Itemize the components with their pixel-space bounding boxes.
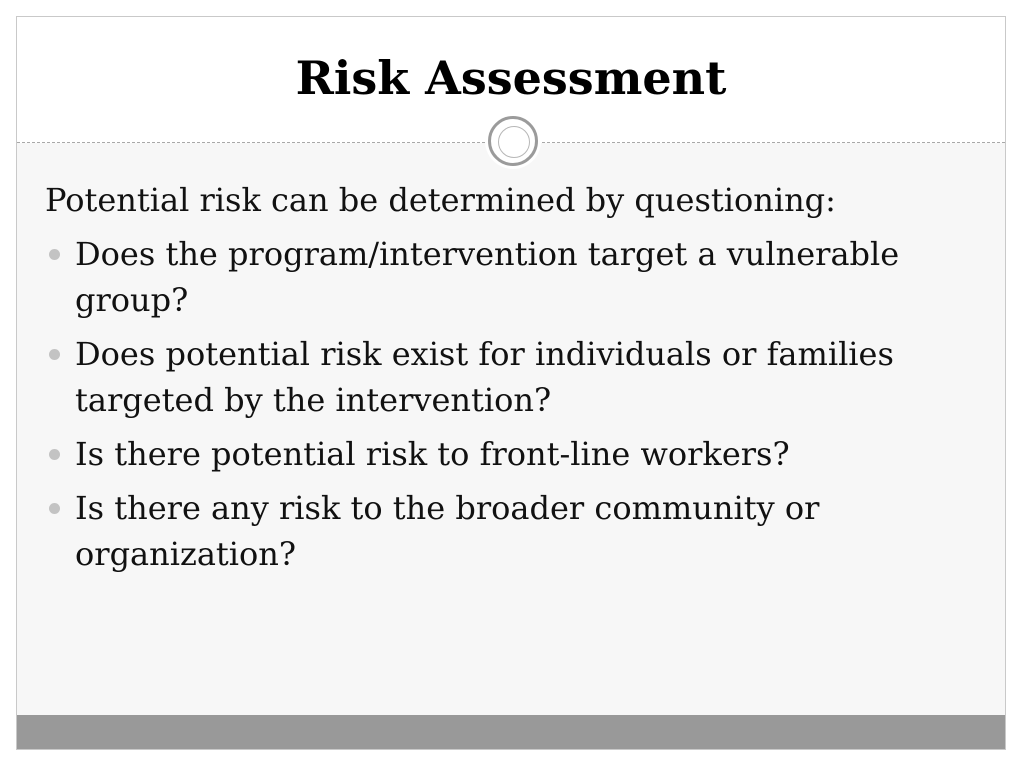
- bullet-icon: [49, 349, 60, 360]
- ornament-outer-ring: [488, 116, 538, 166]
- bullet-text: Does the program/intervention target a vulnerable group?: [75, 235, 900, 319]
- list-item: [45, 431, 975, 477]
- ornament-inner-ring: [498, 126, 530, 158]
- bullet-list: [45, 231, 975, 577]
- intro-text: Potential risk can be determined by questioning:: [45, 181, 836, 219]
- bullet-icon: [49, 249, 60, 260]
- slide: [16, 16, 1006, 750]
- list-item: [45, 485, 975, 577]
- bullet-text: Does potential risk exist for individuals or families targeted by the intervention?: [75, 335, 894, 419]
- list-item: [45, 231, 975, 323]
- slide-title: Risk Assessment: [295, 51, 727, 105]
- slide-body: [45, 177, 975, 585]
- bullet-icon: [49, 503, 60, 514]
- bullet-text: Is there potential risk to front-line workers?: [75, 435, 790, 473]
- footer-bar: [17, 715, 1005, 749]
- circle-ornament-icon: [485, 113, 541, 169]
- bullet-icon: [49, 449, 60, 460]
- bullet-text: Is there any risk to the broader community or organization?: [75, 489, 820, 573]
- list-item: [45, 331, 975, 423]
